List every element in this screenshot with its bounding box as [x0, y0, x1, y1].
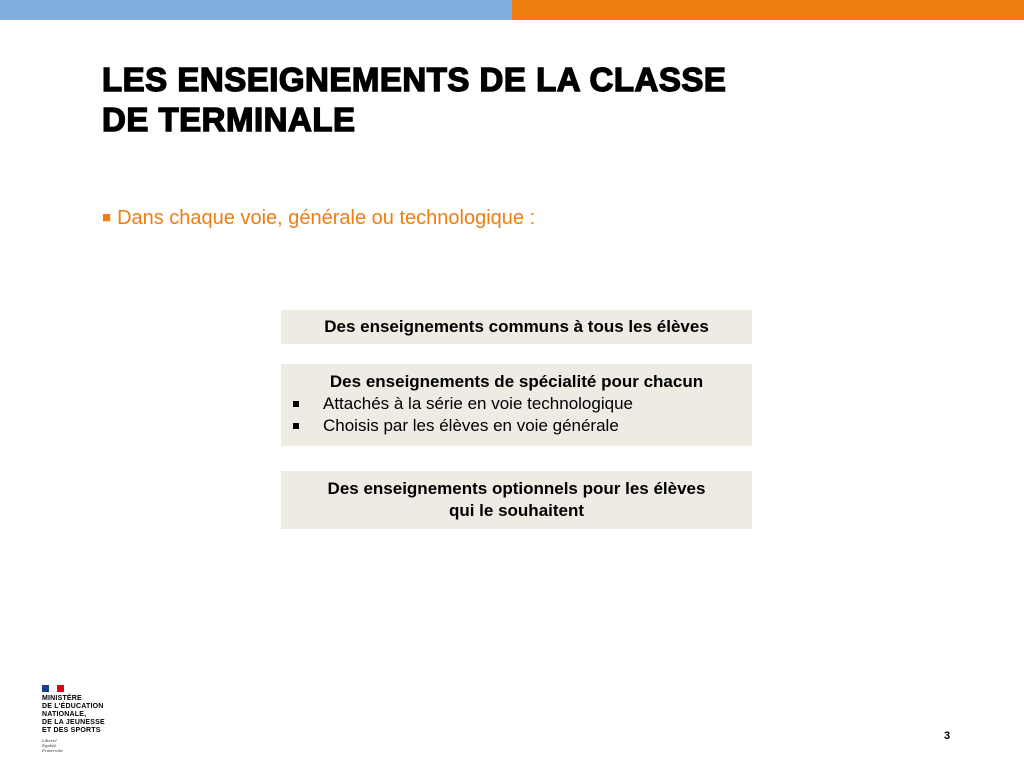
list-item — [281, 415, 752, 437]
logo-line: MINISTÈRE — [42, 695, 82, 702]
specialty-list — [281, 393, 752, 437]
logo-line: DE L'ÉDUCATION — [42, 703, 104, 710]
logo-motto: Fraternité — [42, 748, 63, 753]
logo-line: NATIONALE, — [42, 711, 87, 718]
top-bar-orange — [512, 0, 1024, 20]
logo-line: DE LA JEUNESSE — [42, 719, 105, 726]
common-courses-label: Des enseignements communs à tous les élèves — [324, 317, 709, 336]
slide-title — [102, 60, 902, 140]
optional-courses-box — [281, 471, 752, 529]
logo-motto: Liberté — [42, 738, 57, 743]
square-bullet-icon — [293, 423, 299, 429]
optional-courses-line-1: Des enseignements optionnels pour les élèves — [327, 479, 706, 498]
logo-motto: Égalité — [42, 743, 57, 748]
french-flag-icon — [42, 685, 64, 692]
ministry-logo — [42, 685, 122, 753]
slide-title-line-2: DE TERMINALE — [102, 101, 356, 138]
list-item — [281, 393, 752, 415]
optional-courses-line-2: qui le souhaitent — [448, 501, 585, 520]
list-item-text: Choisis par les élèves en voie générale — [323, 416, 619, 435]
logo-line: ET DES SPORTS — [42, 727, 101, 734]
slide-title-line-1: LES ENSEIGNEMENTS DE LA CLASSE — [102, 61, 727, 98]
square-bullet-icon: ■ — [102, 209, 112, 226]
specialty-courses-heading: Des enseignements de spécialité pour chacun — [329, 372, 704, 391]
square-bullet-icon — [293, 401, 299, 407]
top-bar-blue — [0, 0, 512, 20]
specialty-courses-box — [281, 364, 752, 446]
intro-bullet — [102, 205, 535, 231]
intro-text: Dans chaque voie, générale ou technologique : — [117, 207, 536, 229]
list-item-text: Attachés à la série en voie technologique — [323, 394, 633, 413]
common-courses-box — [281, 310, 752, 344]
page-number: 3 — [944, 730, 951, 742]
